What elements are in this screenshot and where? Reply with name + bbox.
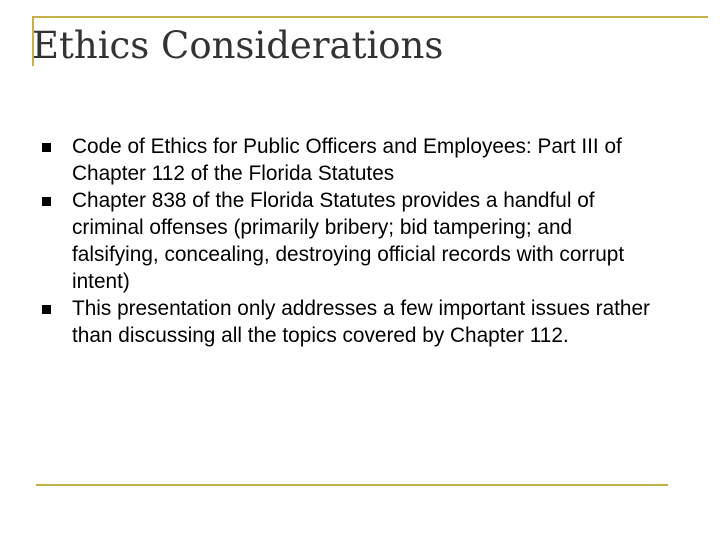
square-bullet-icon [42,305,51,314]
bullet-list [42,133,662,349]
bullet-text: This presentation only addresses a few important issues rather than discussing all the topics covered by Chapter 112. [72,297,650,347]
square-bullet-icon [42,143,51,152]
bullet-item [42,187,662,295]
bullet-item [42,133,662,187]
title-rule-top [32,16,708,18]
slide-title: Ethics Considerations [32,24,444,67]
bottom-rule [36,484,668,486]
square-bullet-icon [42,197,51,206]
bullet-text: Code of Ethics for Public Officers and Employees: Part III of Chapter 112 of the Florida Statutes [72,135,622,185]
bullet-item [42,295,662,349]
bullet-text: Chapter 838 of the Florida Statutes provides a handful of criminal offenses (primarily bribery; bid tampering; and falsifying, concealing, destroying official records with corrupt intent) [72,189,625,293]
